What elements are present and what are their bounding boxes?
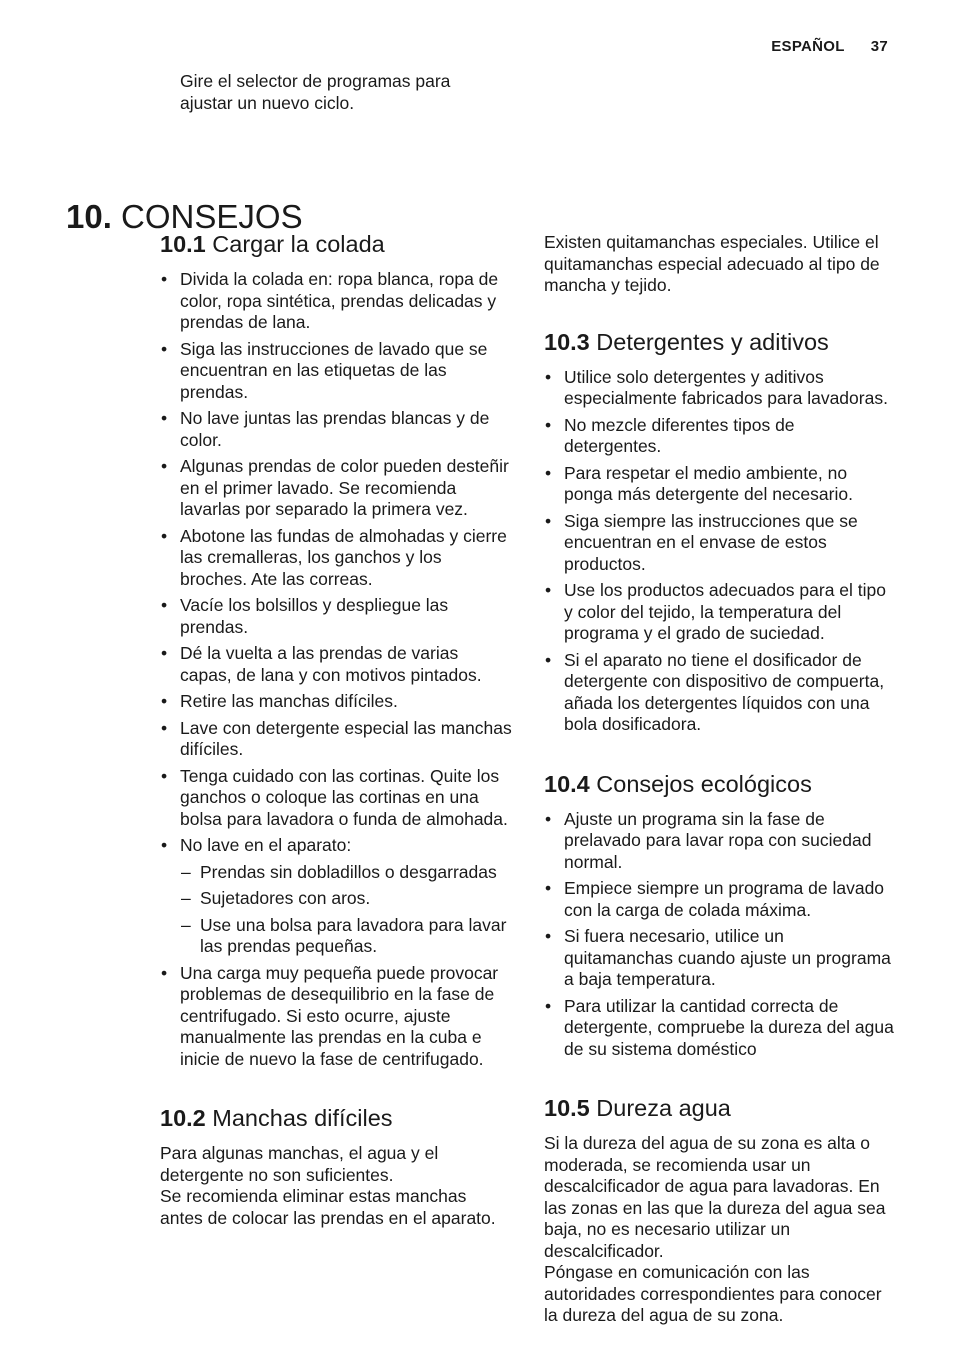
list-item: • Si el aparato no tiene el dosificador de detergente con dispositivo de compuerta, añada los detergentes líquidos con una bola dosificadora. (544, 650, 896, 736)
list-item: • Para utilizar la cantidad correcta de detergente, compruebe la dureza del agua de su sistema doméstico (544, 996, 896, 1061)
page-number: 37 (870, 38, 888, 55)
list-item: • Use los productos adecuados para el tipo y color del tejido, la temperatura del programa y el grado de suciedad. (544, 580, 896, 645)
intro-text: Gire el selector de programas para ajustar un nuevo ciclo. (180, 71, 451, 113)
section-heading-10-1: 10.1 Cargar la colada (160, 231, 385, 257)
paragraph: Existen quitamanchas especiales. Utilice el quitamanchas especial adecuado al tipo de mancha y tejido. (544, 232, 880, 295)
page-header (771, 38, 888, 55)
list-item: • No mezcle diferentes tipos de detergentes. (544, 415, 896, 458)
right-column (544, 232, 896, 1327)
paragraph: Se recomienda eliminar estas manchas antes de colocar las prendas en el aparato. (160, 1186, 496, 1228)
list-item: • Si fuera necesario, utilice un quitamanchas cuando ajuste un programa a baja temperatura. (544, 926, 896, 991)
list-item: • Utilice solo detergentes y aditivos especialmente fabricados para lavadoras. (544, 367, 896, 410)
loading-tips-list (160, 269, 512, 1070)
list-item: • Siga las instrucciones de lavado que se encuentran en las etiquetas de las prendas. (160, 339, 512, 404)
list-item-text: No lave en el aparato: (180, 835, 352, 855)
list-item: • Vacíe los bolsillos y despliegue las prendas. (160, 595, 512, 638)
section-heading-10-5: 10.5 Dureza agua (544, 1095, 731, 1121)
detergent-tips-list (544, 367, 896, 736)
left-column (160, 229, 512, 1229)
sub-list-item: – Use una bolsa para lavadora para lavar las prendas pequeñas. (180, 915, 512, 958)
list-item: • Lave con detergente especial las manchas difíciles. (160, 718, 512, 761)
list-item: • Dé la vuelta a las prendas de varias capas, de lana y con motivos pintados. (160, 643, 512, 686)
sub-list (180, 862, 512, 958)
sub-list-item: – Prendas sin dobladillos o desgarradas (180, 862, 512, 884)
list-item: • Tenga cuidado con las cortinas. Quite los ganchos o coloque las cortinas en una bolsa para lavadora o funda de almohada. (160, 766, 512, 831)
list-item: • Algunas prendas de color pueden desteñir en el primer lavado. Se recomienda lavarlas por separado la primera vez. (160, 456, 512, 521)
list-item: • No lave juntas las prendas blancas y de color. (160, 408, 512, 451)
list-item: • Retire las manchas difíciles. (160, 691, 512, 713)
list-item: • Empiece siempre un programa de lavado con la carga de colada máxima. (544, 878, 896, 921)
list-item: • Divida la colada en: ropa blanca, ropa de color, ropa sintética, prendas delicadas y prendas de lana. (160, 269, 512, 334)
list-item: • Abotone las fundas de almohadas y cierre las cremalleras, los ganchos y los broches. Ate las correas. (160, 526, 512, 591)
list-item: • Siga siempre las instrucciones que se encuentran en el envase de estos productos. (544, 511, 896, 576)
header-language: ESPAÑOL (771, 38, 845, 55)
chapter-number: 10. (66, 198, 112, 236)
section-heading-10-3: 10.3 Detergentes y aditivos (544, 328, 829, 355)
list-item: • Ajuste un programa sin la fase de prelavado para lavar ropa con suciedad normal. (544, 809, 896, 874)
paragraph: Póngase en comunicación con las autoridades correspondientes para conocer la dureza del agua de su zona. (544, 1262, 882, 1325)
list-item: • Para respetar el medio ambiente, no ponga más detergente del necesario. (544, 463, 896, 506)
sub-list-item: – Sujetadores con aros. (180, 888, 512, 910)
eco-tips-list (544, 809, 896, 1061)
list-item: • Una carga muy pequeña puede provocar problemas de desequilibrio en la fase de centrifugado. Si esto ocurre, ajuste manualmente las prendas en la cuba e inicie de nuevo la fase de centrifugado. (160, 963, 512, 1071)
paragraph: Si la dureza del agua de su zona es alta o moderada, se recomienda usar un descalcificador de agua para lavadoras. En las zonas en las que la dureza del agua sea baja, no es necesario utilizar un descalcificador. (544, 1133, 886, 1261)
paragraph: Para algunas manchas, el agua y el detergente no son suficientes. (160, 1143, 439, 1185)
section-heading-10-4: 10.4 Consejos ecológicos (544, 770, 812, 797)
list-item-with-subitems (160, 835, 512, 958)
section-heading-10-2: 10.2 Manchas difíciles (160, 1105, 393, 1131)
chapter-name: CONSEJOS (121, 198, 303, 236)
